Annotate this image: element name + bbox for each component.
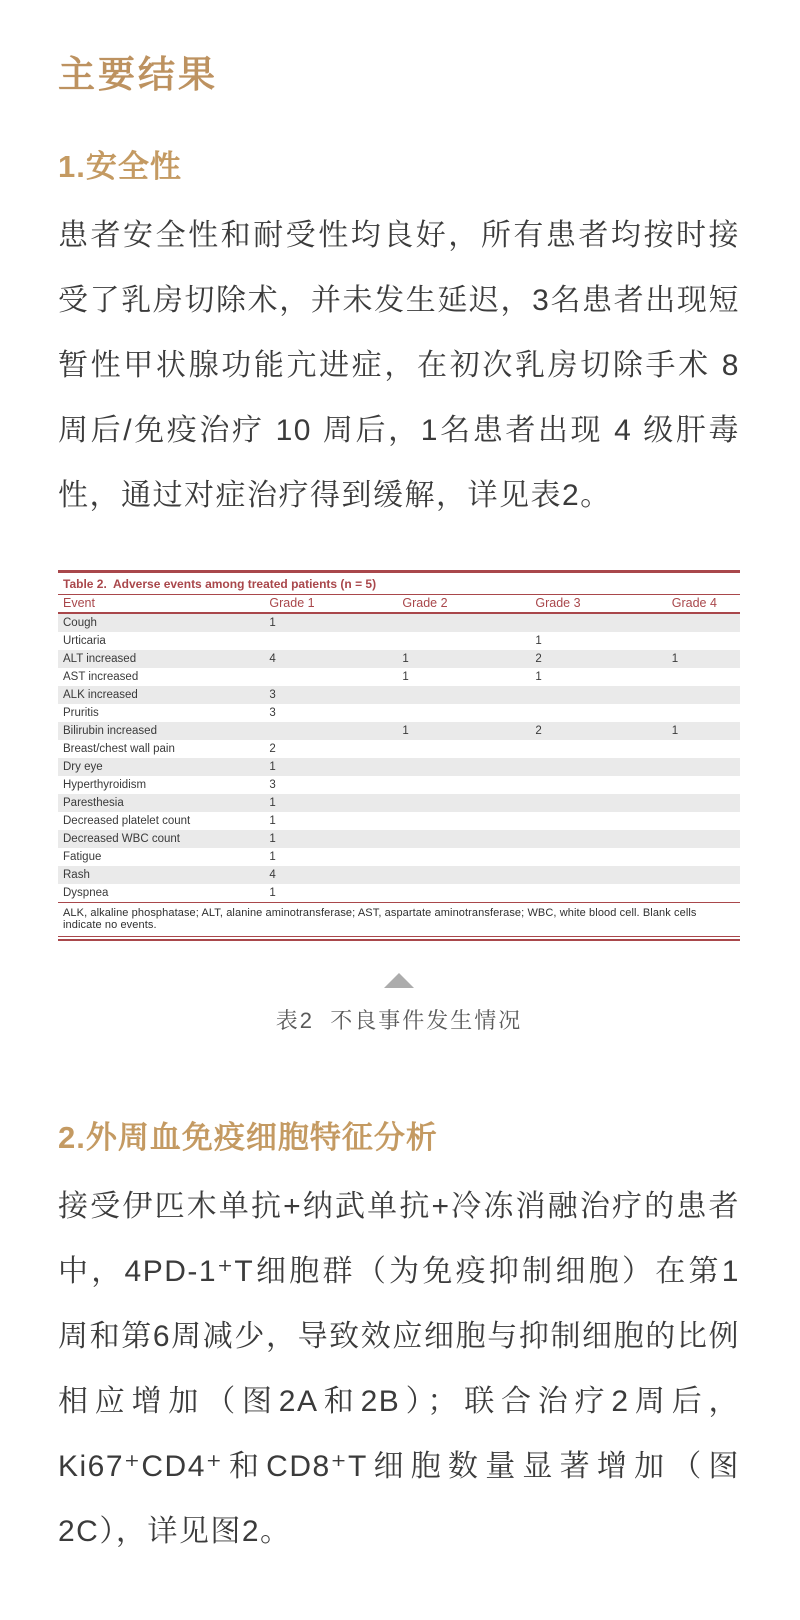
grade-1-cell: 3 — [269, 689, 276, 702]
grade-1-cell: 1 — [269, 833, 276, 846]
table-row — [58, 866, 740, 884]
event-cell: Paresthesia — [63, 797, 124, 810]
table-row — [58, 722, 740, 740]
grade-3-cell: 1 — [535, 671, 542, 684]
grade-1-cell: 4 — [269, 653, 276, 666]
grade-1-cell: 1 — [269, 851, 276, 864]
grade-1-cell: 3 — [269, 779, 276, 792]
event-cell: Dry eye — [63, 761, 103, 774]
event-cell: AST increased — [63, 671, 139, 684]
event-cell: Pruritis — [63, 707, 99, 720]
adverse-events-table — [58, 570, 740, 941]
grade-3-cell: 2 — [535, 725, 542, 738]
table-row — [58, 794, 740, 812]
table-caption-block — [58, 973, 740, 1035]
table-caption: 表2 不良事件发生情况 — [275, 1008, 523, 1034]
section-2-paragraph: 接受伊匹木单抗+纳武单抗+冷冻消融治疗的患者中，4PD-1⁺T细胞群（为免疫抑制细胞）在第1周和第6周减少，导致效应细胞与抑制细胞的比例相应增加（图2A和2B）；联合治疗2周后，Ki67⁺CD4⁺和CD8⁺T细胞数量显著增加（图2C），详见图2。 — [58, 1189, 740, 1548]
grade-3-cell: 2 — [535, 653, 542, 666]
table-row — [58, 632, 740, 650]
grade-1-cell: 4 — [269, 869, 276, 882]
column-header-grade-4: Grade 4 — [671, 596, 717, 611]
grade-1-cell: 3 — [269, 707, 276, 720]
grade-1-cell: 1 — [269, 815, 276, 828]
table-row — [58, 704, 740, 722]
event-cell: Rash — [63, 869, 90, 882]
grade-1-cell: 1 — [269, 617, 276, 630]
table-title: Table 2. Adverse events among treated patients (n = 5) — [58, 570, 740, 595]
table-row — [58, 758, 740, 776]
event-cell: ALT increased — [63, 653, 137, 666]
grade-2-cell: 1 — [402, 653, 409, 666]
column-header-grade-3: Grade 3 — [535, 596, 581, 611]
grade-1-cell: 1 — [269, 761, 276, 774]
table-row — [58, 614, 740, 632]
table-bottom-rule — [58, 939, 740, 941]
event-cell: Decreased platelet count — [63, 815, 191, 828]
event-cell: Dyspnea — [63, 887, 109, 900]
table-footnote: ALK, alkaline phosphatase; ALT, alanine aminotransferase; AST, aspartate aminotransferase; WBC, white blood cell. Blank cells indicate no events. — [58, 902, 740, 937]
column-header-grade-1: Grade 1 — [269, 596, 315, 611]
event-cell: Hyperthyroidism — [63, 779, 147, 792]
event-cell: Breast/chest wall pain — [63, 743, 175, 756]
table-row — [58, 884, 740, 902]
triangle-up-icon — [384, 973, 414, 988]
table-row — [58, 686, 740, 704]
grade-2-cell: 1 — [402, 671, 409, 684]
grade-3-cell: 1 — [535, 635, 542, 648]
table-header-row — [58, 595, 740, 614]
page-title: 主要结果 — [58, 52, 218, 96]
table-row — [58, 668, 740, 686]
table-row — [58, 740, 740, 758]
column-header-grade-2: Grade 2 — [402, 596, 448, 611]
grade-1-cell: 1 — [269, 797, 276, 810]
event-cell: Cough — [63, 617, 97, 630]
grade-2-cell: 1 — [402, 725, 409, 738]
table-row — [58, 848, 740, 866]
section-2-heading: 2.外周血免疫细胞特征分析 — [58, 1120, 438, 1156]
event-cell: Fatigue — [63, 851, 102, 864]
grade-1-cell: 1 — [269, 887, 276, 900]
section-1-heading: 1.安全性 — [58, 149, 182, 185]
section-1-paragraph: 患者安全性和耐受性均良好，所有患者均按时接受了乳房切除术，并未发生延迟，3名患者出现短暂性甲状腺功能亢进症，在初次乳房切除手术 8 周后/免疫治疗 10 周后，1名患者出现 4 级肝毒性，通过对症治疗得到缓解，详见表2。 — [58, 219, 740, 513]
event-cell: Bilirubin increased — [63, 725, 157, 738]
grade-4-cell: 1 — [671, 653, 679, 666]
event-cell: Urticaria — [63, 635, 106, 648]
table-row — [58, 776, 740, 794]
grade-4-cell: 1 — [671, 725, 679, 738]
table-row — [58, 650, 740, 668]
table-row — [58, 812, 740, 830]
event-cell: Decreased WBC count — [63, 833, 180, 846]
event-cell: ALK increased — [63, 689, 138, 702]
table-row — [58, 830, 740, 848]
grade-1-cell: 2 — [269, 743, 276, 756]
column-header-event: Event — [63, 596, 95, 611]
table-rows — [58, 614, 740, 902]
